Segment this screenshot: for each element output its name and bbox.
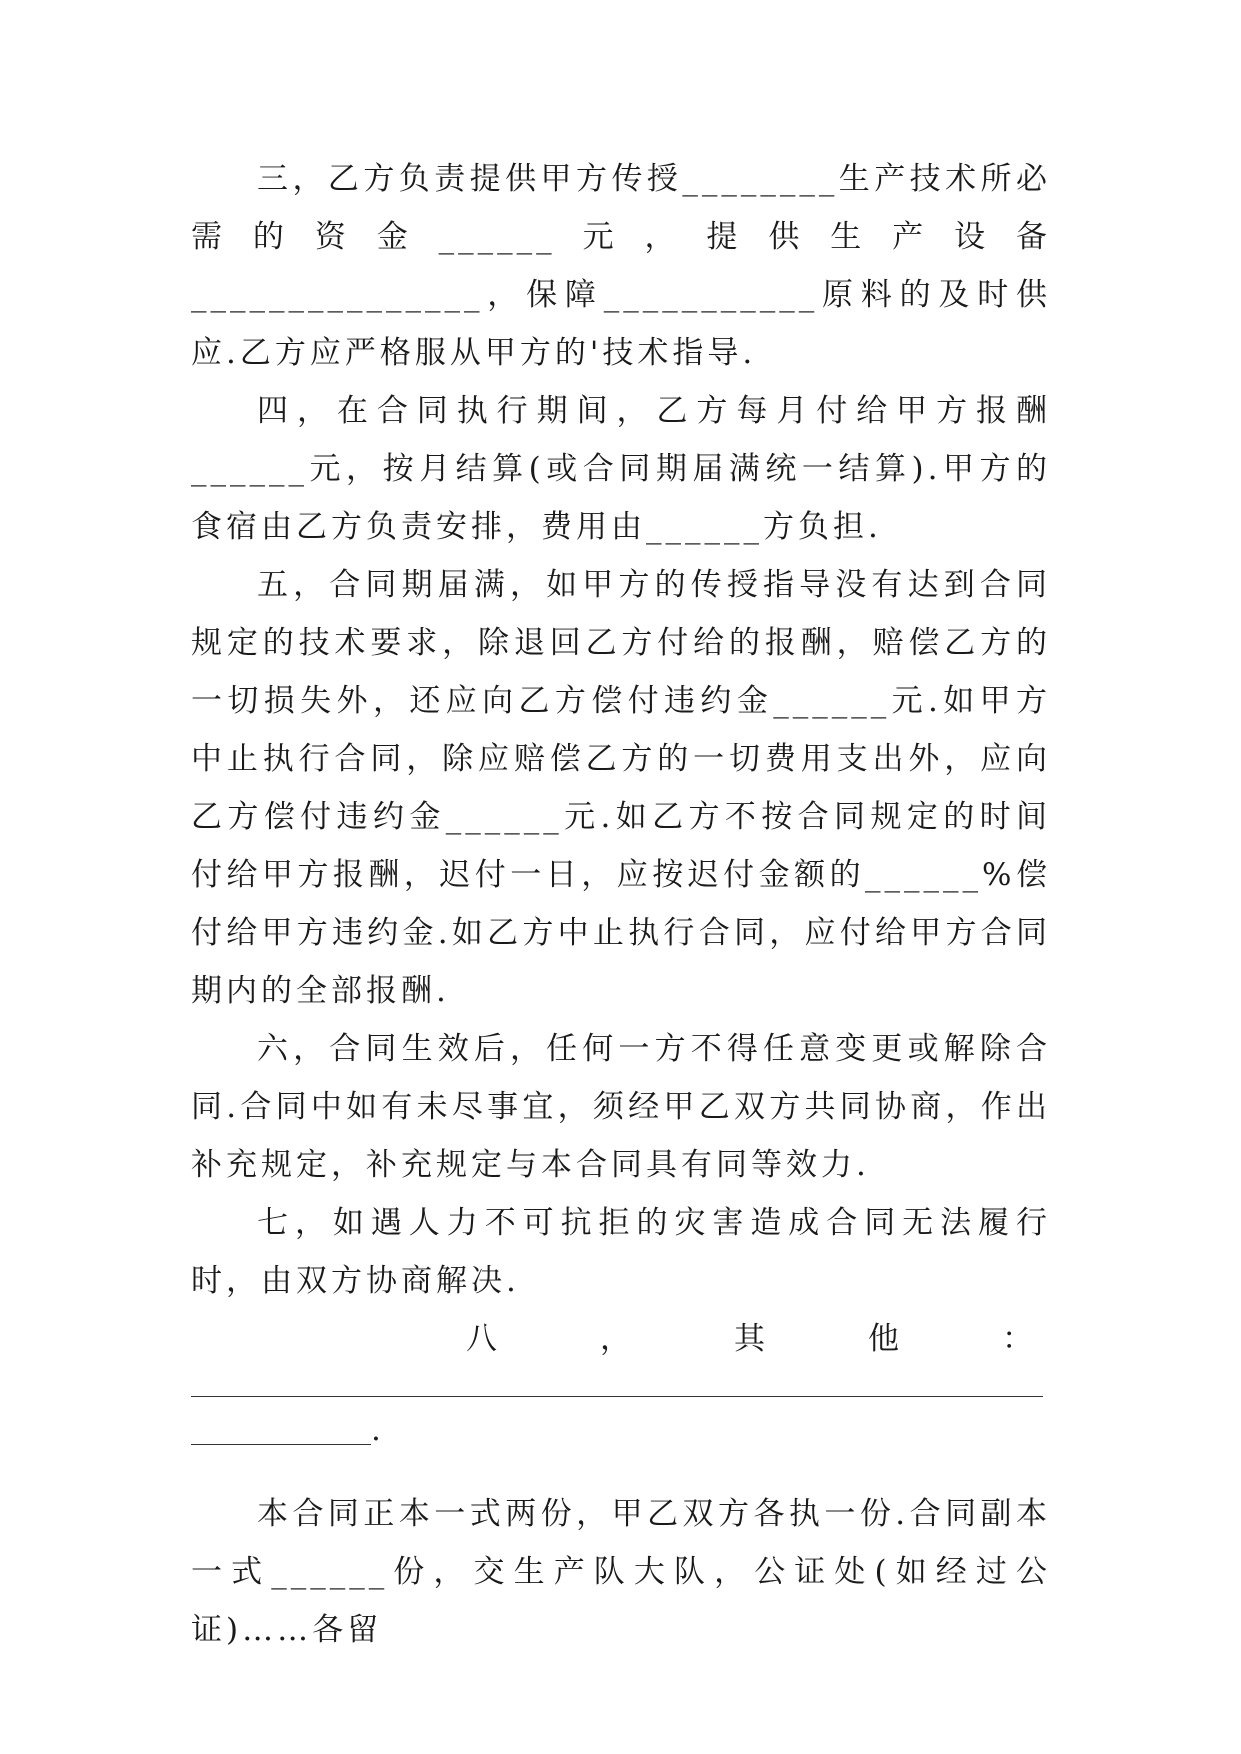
clause-8-part: 其 <box>734 1321 765 1357</box>
clause-8-part: ， <box>600 1321 631 1357</box>
clause-8-period: . <box>371 1412 381 1448</box>
clause-8-blank-line <box>191 1396 1043 1397</box>
clause-8-part: 八 <box>466 1321 497 1357</box>
clause-8-part: ： <box>1002 1321 1033 1357</box>
clause-4: 四，在合同执行期间，乙方每月付给甲方报酬______元，按月结算(或合同期届满统一结算).甲方的食宿由乙方负责安排，费用由______方负担. <box>191 393 1051 545</box>
clause-8-heading <box>191 1310 1051 1368</box>
clause-8-short-blank <box>191 1444 371 1445</box>
clause-8-blank-end <box>191 1401 1051 1459</box>
clause-5: 五，合同期届满，如甲方的传授指导没有达到合同规定的技术要求，除退回乙方付给的报酬，赔偿乙方的一切损失外，还应向乙方偿付违约金______元.如甲方中止执行合同，除应赔偿乙方的一切费用支出外，应向乙方偿付违约金______元.如乙方不按合同规定的时间付给甲方报酬，迟付一日，应按迟付金额的______%偿付给甲方违约金.如乙方中止执行合同，应付给甲方合同期内的全部报酬. <box>191 567 1051 1009</box>
closing-paragraph: 本合同正本一式两份，甲乙双方各执一份.合同副本一式______份，交生产队大队，公证处(如经过公证)……各留 <box>191 1496 1051 1648</box>
clause-3: 三，乙方负责提供甲方传授________生产技术所必需的资金______元，提供生产设备_______________，保障___________原料的及时供应.乙方应严格服从甲方的'技术指导. <box>191 161 1051 371</box>
clause-6: 六，合同生效后，任何一方不得任意变更或解除合同.合同中如有未尽事宜，须经甲乙双方共同协商，作出补充规定，补充规定与本合同具有同等效力. <box>191 1031 1051 1183</box>
clause-7: 七，如遇人力不可抗拒的灾害造成合同无法履行时，由双方协商解决. <box>191 1205 1051 1299</box>
contract-page <box>191 150 1051 1659</box>
clause-8-part: 他 <box>868 1321 899 1357</box>
